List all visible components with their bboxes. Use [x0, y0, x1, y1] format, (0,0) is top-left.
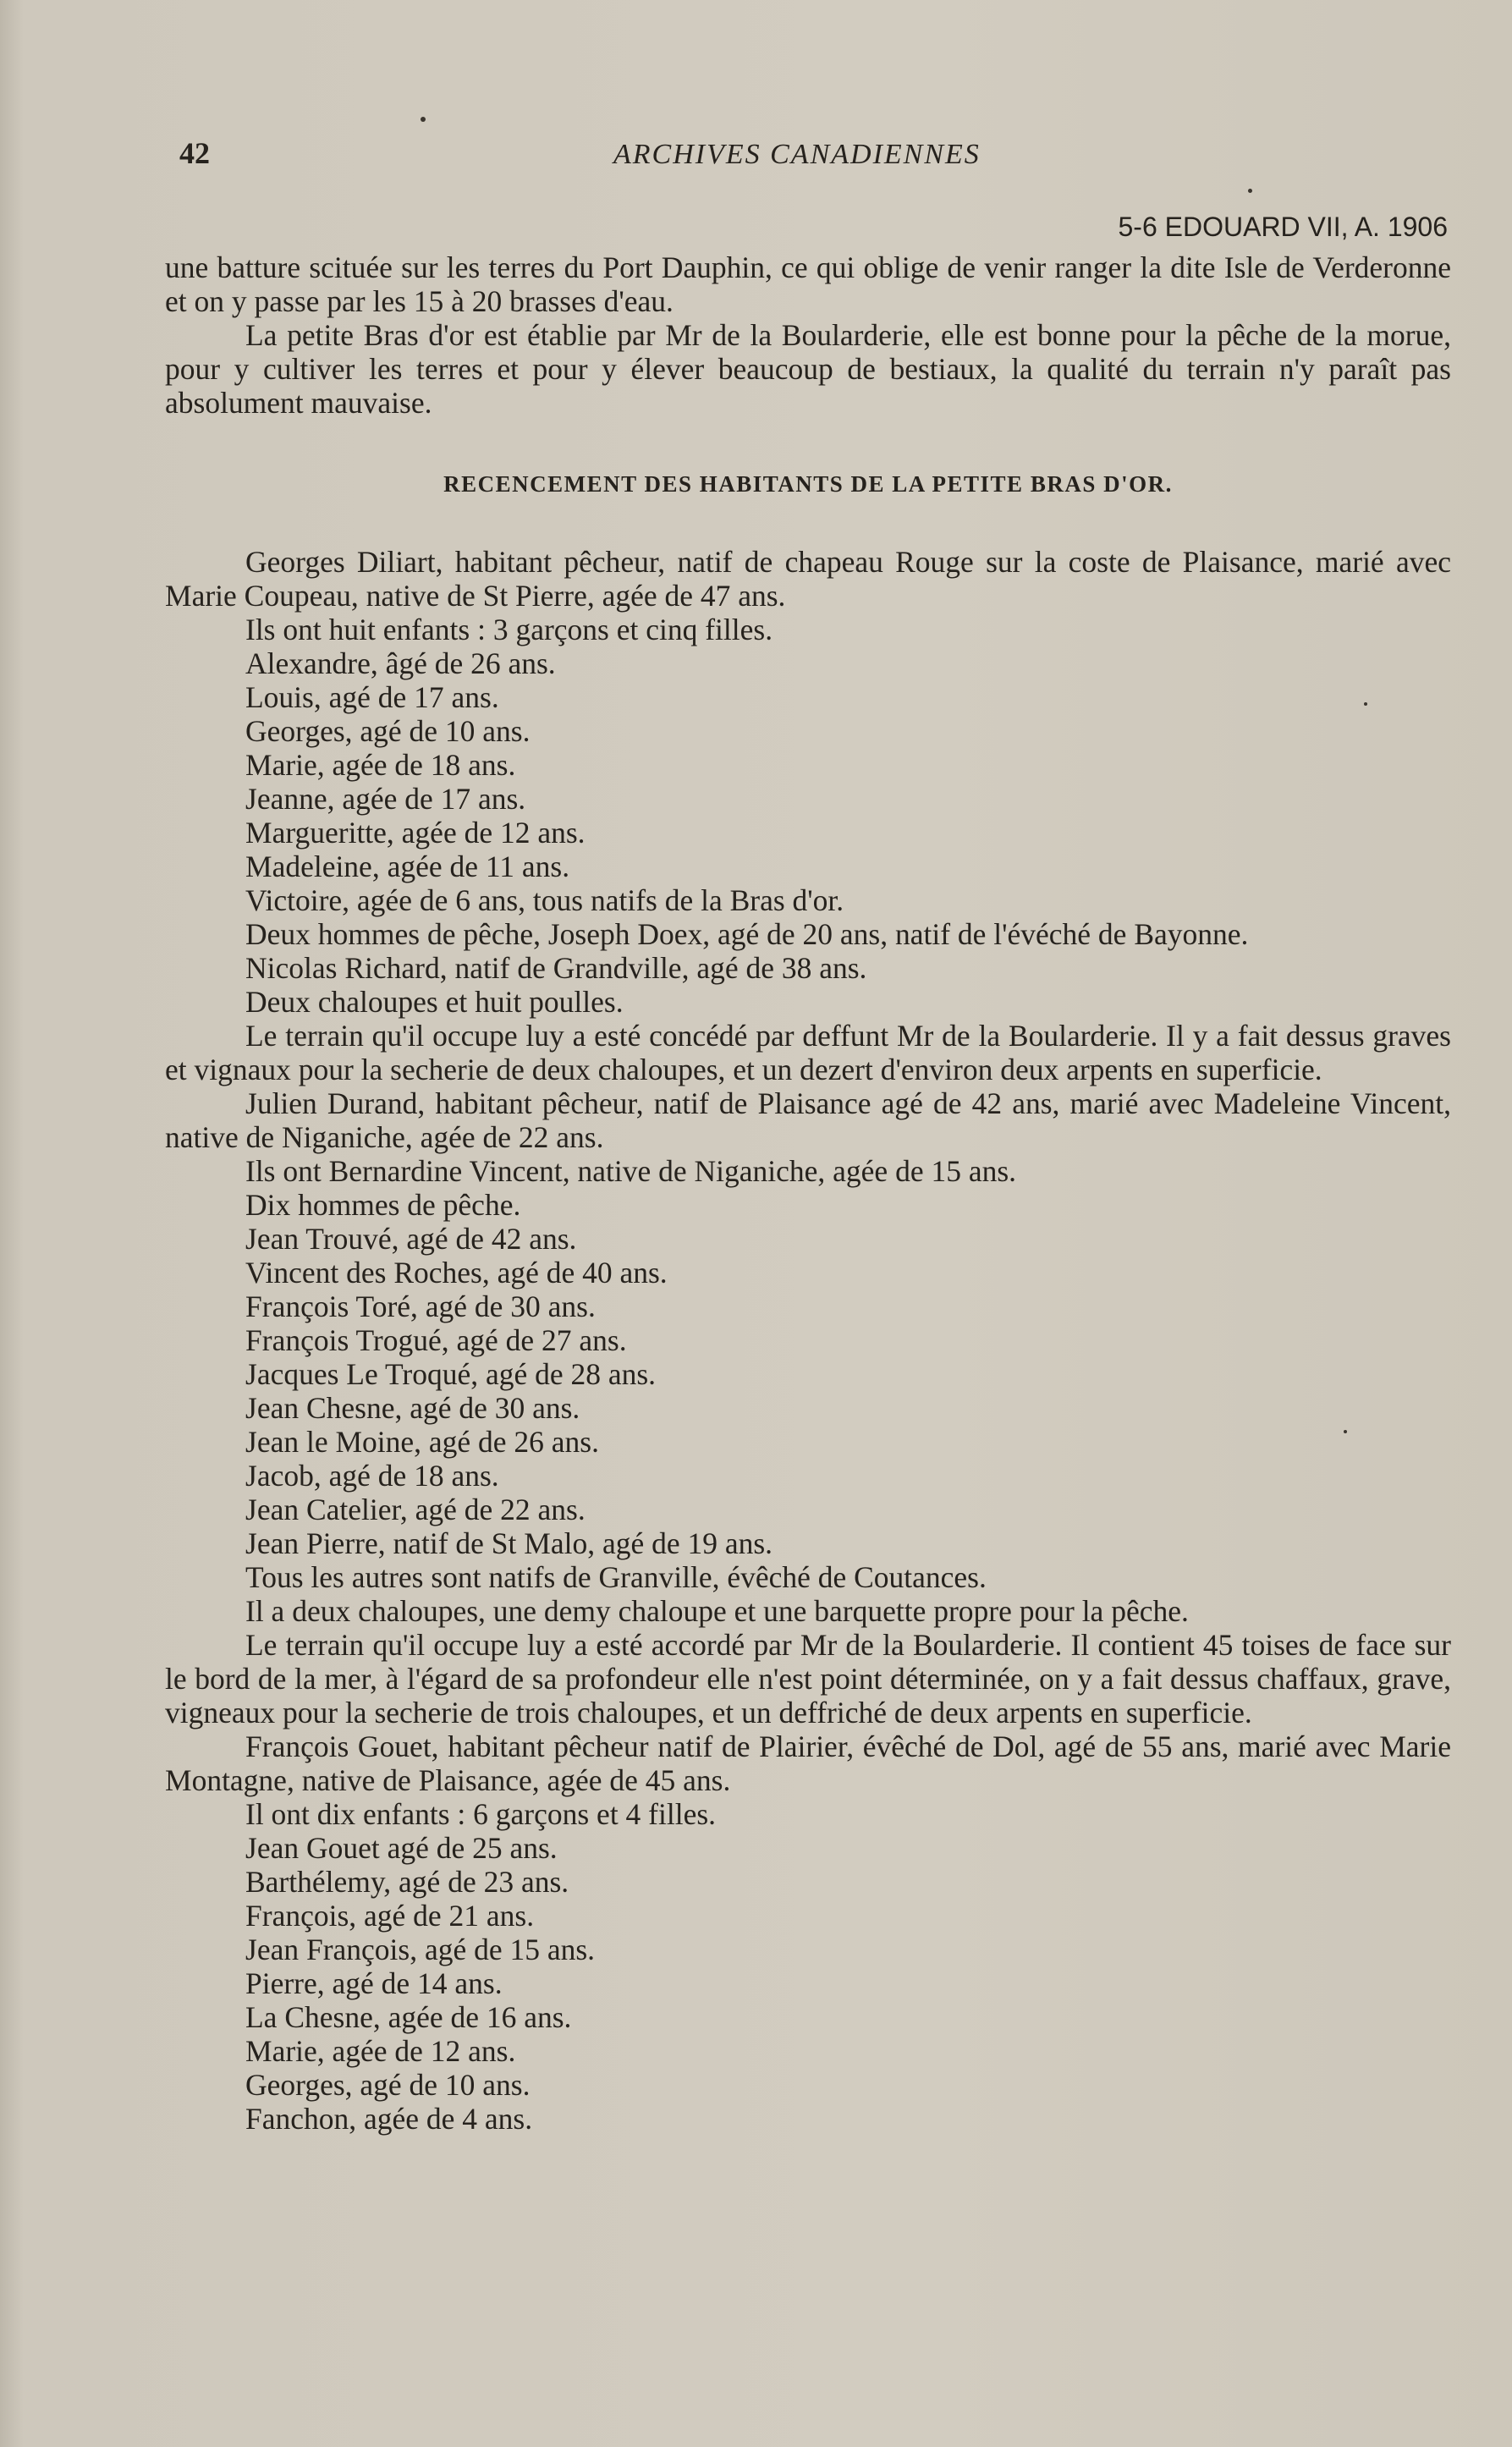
census-line: Georges, agé de 10 ans.: [245, 2068, 531, 2102]
census-line: Jean le Moine, agé de 26 ans.: [245, 1425, 599, 1459]
census-line: Louis, agé de 17 ans.: [245, 680, 499, 714]
household-durand: [165, 1086, 1451, 1729]
census-line: Deux hommes de pêche, Joseph Doex, agé de 20 ans, natif de l'évéché de Bayonne.: [245, 917, 1249, 951]
census-line: Georges, agé de 10 ans.: [245, 714, 531, 748]
census-line: Madeleine, agée de 11 ans.: [245, 850, 570, 883]
intro-paragraph-2: La petite Bras d'or est établie par Mr de la Boularderie, elle est bonne pour la pêche de la morue, pour y cultiver les terres et pour y élever beaucoup de bestiaux, la qualité du terrain n'y paraît pas absolument mauvaise.: [165, 318, 1451, 420]
census-line: Ils ont huit enfants : 3 garçons et cinq filles.: [245, 613, 773, 646]
household-head: Julien Durand, habitant pêcheur, natif de Plaisance agé de 42 ans, marié avec Madeleine Vincent, native de Niganiche, agée de 22 ans.: [165, 1086, 1451, 1154]
census-line: Victoire, agée de 6 ans, tous natifs de la Bras d'or.: [245, 883, 844, 917]
page-header: [0, 135, 1512, 242]
census-line: Il a deux chaloupes, une demy chaloupe et une barquette propre pour la pêche.: [245, 1594, 1189, 1628]
terrain-paragraph: Le terrain qu'il occupe luy a esté accordé par Mr de la Boularderie. Il contient 45 toises de face sur le bord de la mer, à l'égard de sa profondeur elle n'est point déterminée, on y a fait dessus chaffaux, grave, vigneaux pour la secherie de trois chaloupes, et un deffriché de deux arpents en superficie.: [165, 1628, 1451, 1729]
census-line: Jean Pierre, natif de St Malo, agé de 19 ans.: [245, 1526, 773, 1560]
census-line: François Trogué, agé de 27 ans.: [245, 1323, 627, 1357]
census-line: Tous les autres sont natifs de Granville, évêché de Coutances.: [245, 1560, 987, 1594]
census-line: Jean Gouet agé de 25 ans.: [245, 1831, 558, 1865]
census-line: Jean François, agé de 15 ans.: [245, 1933, 596, 1966]
census-line: Ils ont Bernardine Vincent, native de Niganiche, agée de 15 ans.: [245, 1154, 1017, 1188]
census-line: Alexandre, âgé de 26 ans.: [245, 646, 556, 680]
household-gouet: [165, 1729, 1451, 2136]
census-line: Pierre, agé de 14 ans.: [245, 1966, 503, 2000]
census-line: Margueritte, agée de 12 ans.: [245, 816, 586, 850]
household-diliart: [165, 545, 1451, 1086]
census-line: François Toré, agé de 30 ans.: [245, 1289, 596, 1323]
census-line: Jeanne, agée de 17 ans.: [245, 782, 526, 816]
census-line: Marie, agée de 12 ans.: [245, 2034, 516, 2068]
census-line: Jacques Le Troqué, agé de 28 ans.: [245, 1357, 657, 1391]
census-line: Il ont dix enfants : 6 garçons et 4 filles.: [245, 1797, 717, 1831]
census-line: Dix hommes de pêche.: [245, 1188, 521, 1222]
paper-speck: [1248, 189, 1252, 193]
census-line: Jean Chesne, agé de 30 ans.: [245, 1391, 580, 1425]
household-head: François Gouet, habitant pêcheur natif de Plairier, évêché de Dol, agé de 55 ans, marié avec Marie Montagne, native de Plaisance, agée de 45 ans.: [165, 1729, 1451, 1797]
intro-paragraph-1: une batture scituée sur les terres du Port Dauphin, ce qui oblige de venir ranger la dite Isle de Verderonne et on y passe par les 15 à 20 brasses d'eau.: [165, 250, 1451, 318]
census-line: Jean Catelier, agé de 22 ans.: [245, 1493, 586, 1526]
section-title: RECENCEMENT DES HABITANTS DE LA PETITE BRAS D'OR.: [443, 471, 1173, 497]
terrain-paragraph: Le terrain qu'il occupe luy a esté concédé par deffunt Mr de la Boularderie. Il y a fait dessus graves et vignaux pour la secherie de deux chaloupes, et un dezert d'environ deux arpents en superficie.: [165, 1019, 1451, 1086]
session-reference: 5-6 EDOUARD VII, A. 1906: [1118, 212, 1448, 242]
census-line: Fanchon, agée de 4 ans.: [245, 2102, 533, 2136]
census-line: La Chesne, agée de 16 ans.: [245, 2000, 572, 2034]
census-line: Jacob, agé de 18 ans.: [245, 1459, 499, 1493]
household-head: Georges Diliart, habitant pêcheur, natif de chapeau Rouge sur la coste de Plaisance, marié avec Marie Coupeau, native de St Pierre, agée de 47 ans.: [165, 545, 1451, 613]
census-line: Deux chaloupes et huit poulles.: [245, 985, 624, 1019]
paper-speck: [421, 117, 426, 122]
census-line: Jean Trouvé, agé de 42 ans.: [245, 1222, 577, 1256]
census-line: Nicolas Richard, natif de Grandville, agé de 38 ans.: [245, 951, 867, 985]
census-line: Vincent des Roches, agé de 40 ans.: [245, 1256, 668, 1289]
document-body: [165, 250, 1451, 2136]
paper-speck: [1344, 1430, 1347, 1433]
paper-speck: [1364, 702, 1367, 706]
census-line: Barthélemy, agé de 23 ans.: [245, 1865, 569, 1899]
page-number: 42: [179, 136, 210, 170]
running-title: ARCHIVES CANADIENNES: [613, 139, 981, 170]
census-line: Marie, agée de 18 ans.: [245, 748, 516, 782]
census-line: François, agé de 21 ans.: [245, 1899, 535, 1933]
